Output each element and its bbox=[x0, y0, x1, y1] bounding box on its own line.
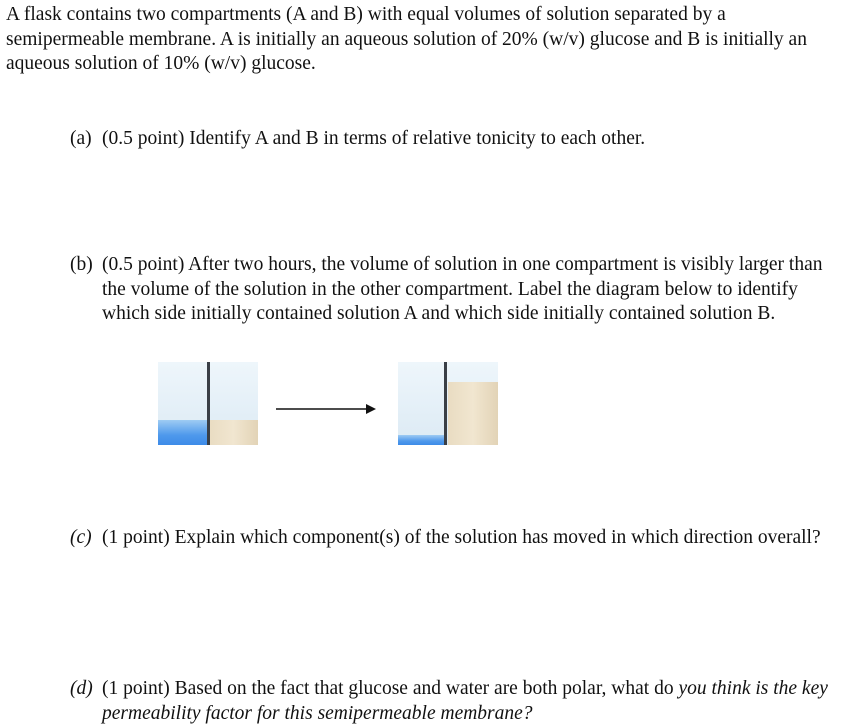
question-b bbox=[70, 253, 830, 327]
question-b-label: (b) bbox=[70, 254, 93, 275]
question-d-label: (d) bbox=[70, 678, 93, 699]
arrow-icon bbox=[276, 401, 376, 417]
beaker-after-right-solution bbox=[448, 382, 498, 445]
question-d-text-plain: (1 point) Based on the fact that glucose and water are both polar, what do bbox=[102, 678, 679, 699]
beaker-before-membrane bbox=[207, 362, 210, 445]
beaker-before bbox=[158, 362, 258, 445]
beaker-after-membrane bbox=[444, 362, 447, 445]
question-a-text: (0.5 point) Identify A and B in terms of relative tonicity to each other. bbox=[102, 128, 646, 149]
question-b-text: (0.5 point) After two hours, the volume of solution in one compartment is visibly larger than the volume of the solution in the other compartment. Label the diagram below to identify which side initially contained solution A and which side initially contained solution B. bbox=[102, 254, 823, 324]
question-d-text bbox=[102, 677, 830, 726]
question-d-text-italic: you think is the key permeability factor for this semipermeable membrane? bbox=[102, 678, 828, 724]
intro-paragraph: A flask contains two compartments (A and B) with equal volumes of solution separated by a semipermeable membrane. A is initially an aqueous solution of 20% (w/v) glucose and B is initially an aqueous solution of 10% (w/v) glucose. bbox=[6, 4, 807, 74]
question-a-label: (a) bbox=[70, 128, 92, 149]
beaker-after bbox=[398, 362, 498, 445]
arrow-head bbox=[366, 404, 376, 414]
question-c-text: (1 point) Explain which component(s) of the solution has moved in which direction overall? bbox=[102, 527, 821, 548]
beaker-before-left-solution bbox=[158, 420, 208, 445]
question-d bbox=[70, 677, 830, 726]
question-c bbox=[70, 526, 830, 551]
beaker-after-left-solution bbox=[398, 435, 445, 445]
question-a bbox=[70, 127, 830, 152]
beaker-before-right-solution bbox=[209, 420, 258, 445]
question-c-label: (c) bbox=[70, 527, 92, 548]
